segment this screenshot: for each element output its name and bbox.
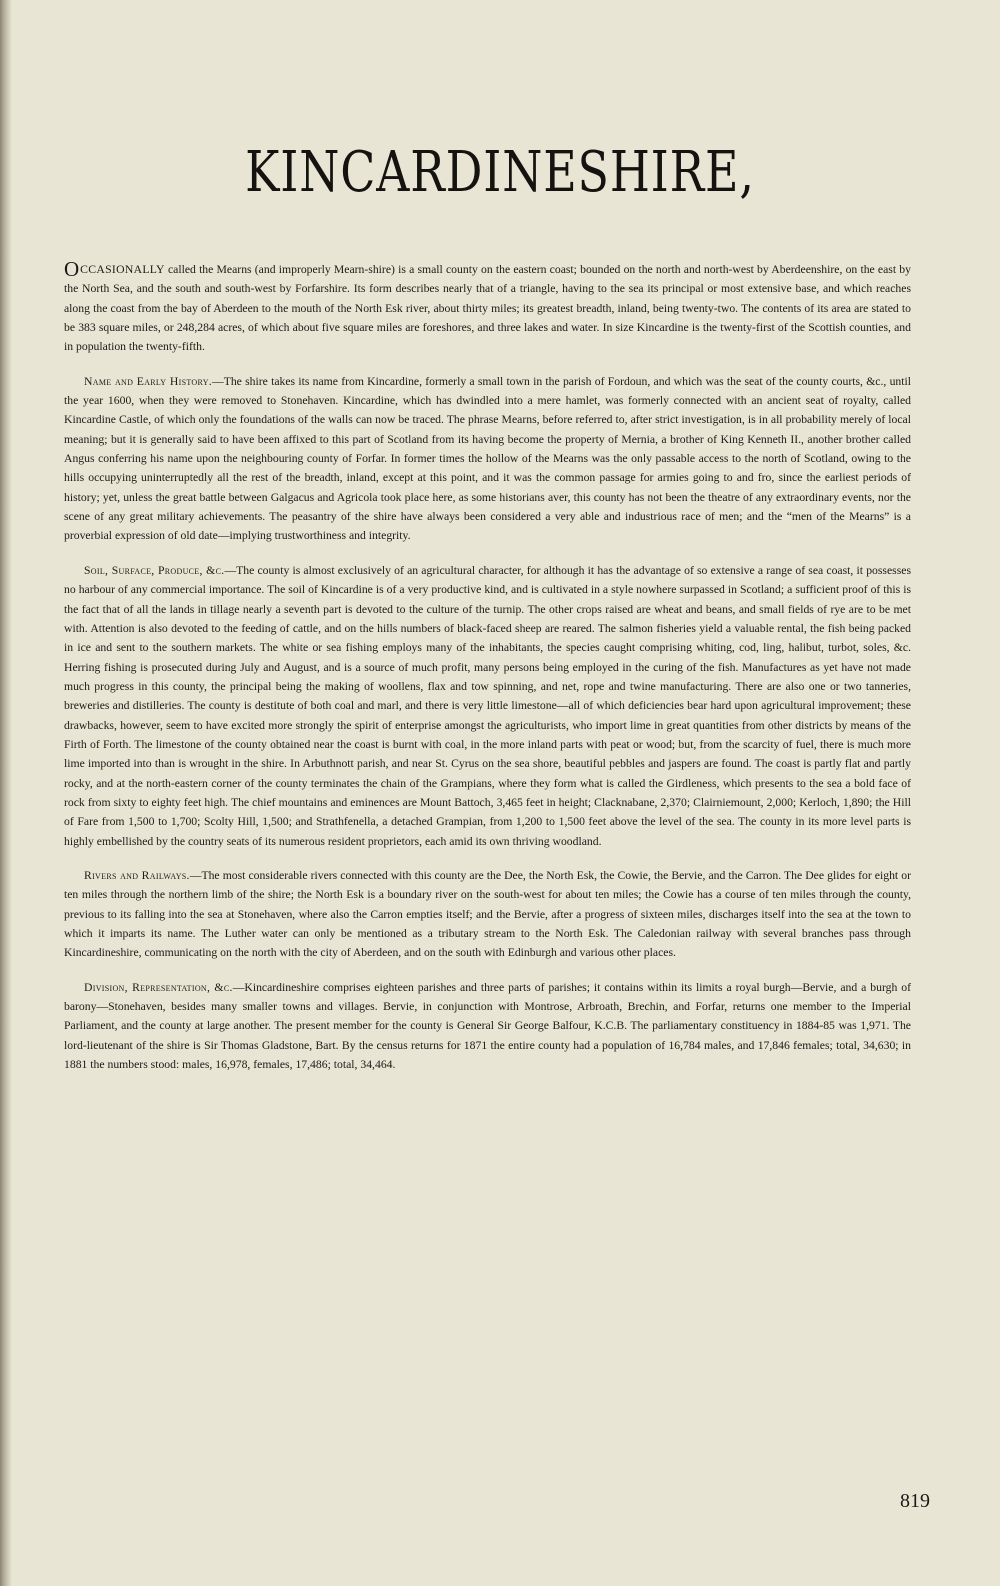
paragraph-division: [64, 978, 911, 1075]
book-spine-shadow: [0, 0, 12, 1586]
paragraph-text: called the Mearns (and improperly Mearn-shire) is a small county on the eastern coast; bounded on the north and north-west by Aberdeenshire, on the east by the North Sea, and the south and south-west by Forfarshire. Its form describes nearly that of a triangle, having to the sea its principal or most extensive base, and which reaches along the coast from the bay of Aberdeen to the mouth of the North Esk river, about thirty miles; its greatest breadth, inland, being twenty-two. The contents of its area are stated to be 383 square miles, or 248,284 acres, of which about five square miles are foreshores, and three lakes and water. In size Kincardine is the twenty-first of the Scottish counties, and in population the twenty-fifth.: [64, 263, 911, 354]
page-number: 819: [900, 1490, 930, 1512]
paragraph-text: —The county is almost exclusively of an agricultural character, for although it has the advantage of so extensive a range of sea coast, it possesses no harbour of any commercial importance. The soil of Kincardine is of a very productive kind, and is cultivated in a style nowhere surpassed in Scotland; a sufficient proof of this is the fact that of all the lands in tillage nearly a seventh part is devoted to the culture of the turnip. The other crops raised are wheat and beans, and small fields of rye are to be met with. Attention is also devoted to the feeding of cattle, and on the hills numbers of black-faced sheep are reared. The salmon fisheries yield a valuable rental, the fish being packed in ice and sent to the southern markets. The white or sea fishing employs many of the inhabitants, the species caught comprising whiting, cod, ling, halibut, turbot, soles, &c. Herring fishing is prosecuted during July and August, and is a source of much profit, many persons being employed in the curing of the fish. Manufactures as yet have not made much progress in this county, the principal being the making of woollens, flax and tow spinning, and net, rope and twine manufacturing. There are also one or two tanneries, breweries and distilleries. The county is destitute of both coal and marl, and there is very little limestone—all of which deficiencies bear hard upon agricultural improvement; these drawbacks, however, seem to have excited more strongly the spirit of enterprise amongst the agriculturists, who import lime in great quantities from other districts by means of the Firth of Forth. The limestone of the county obtained near the coast is burnt with coal, in the more inland parts with peat or wood; but, from the scarcity of fuel, there is much more lime imported into than is wrought in the shire. In Arbuthnott parish, and near St. Cyrus on the sea shore, beautiful pebbles and jaspers are found. The coast is partly flat and partly rocky, and at the north-eastern corner of the county terminates the chain of the Grampians, where they form what is called the Girdleness, which presents to the sea a bold face of rock from sixty to eighty feet high. The chief mountains and eminences are Mount Battoch, 3,465 feet in height; Clacknabane, 2,370; Clairniemount, 2,000; Kerloch, 1,890; the Hill of Fare from 1,500 to 1,700; Scolty Hill, 1,500; and Strathfenella, a detached Grampian, from 1,200 to 1,500 feet above the level of the sea. The county in its more level parts is highly embellished by the country seats of its numerous resident proprietors, each amid its own thriving woodland.: [64, 563, 911, 848]
paragraph-text: —The most considerable rivers connected with this county are the Dee, the North Esk, the Cowie, the Bervie, and the Carron. The Dee glides for eight or ten miles through the northern limb of the shire; the North Esk is a boundary river on the south-west for about ten miles; the Cowie has a course of ten miles through the county, previous to its falling into the sea at Stonehaven, where also the Carron empties itself; and the Bervie, after a progress of sixteen miles, discharges itself into the sea at the town to which it imparts its name. The Luther water can only be mentioned as a tributary stream to the North Esk. The Caledonian railway with several branches pass through Kincardineshire, communicating on the north with the city of Aberdeen, and on the south with Edinburgh and various other places.: [64, 868, 911, 960]
paragraph-soil: [64, 561, 911, 851]
paragraph-text: —Kincardineshire comprises eighteen parishes and three parts of parishes; it contains within its limits a royal burgh—Bervie, and a burgh of barony—Stonehaven, besides many smaller towns and villages. Bervie, in conjunction with Montrose, Arbroath, Brechin, and Forfar, returns one member to the Imperial Parliament, and the county at large another. The present member for the county is General Sir George Balfour, K.C.B. The parliamentary constituency in 1884-85 was 1,971. The lord-lieutenant of the shire is Sir Thomas Gladstone, Bart. By the census returns for 1871 the entire county had a population of 16,784 males, and 17,846 females; total, 34,630; in 1881 the numbers stood: males, 16,978, females, 17,486; total, 34,464.: [64, 980, 911, 1072]
section-heading: Name and Early History.: [84, 374, 212, 388]
section-heading: Rivers and Railways.: [84, 868, 190, 882]
drop-cap: O: [64, 257, 80, 281]
section-heading: Division, Representation, &c.: [84, 980, 233, 994]
lead-word: CCASIONALLY: [80, 263, 165, 276]
paragraph-intro: [64, 257, 911, 357]
article-body: [64, 257, 911, 1089]
page-title: KINCARDINESHIRE,: [245, 140, 755, 205]
paragraph-text: —The shire takes its name from Kincardine, formerly a small town in the parish of Fordoun, and which was the seat of the county courts, &c., until the year 1600, when they were removed to Stonehaven. Kincardine, which has dwindled into a mere hamlet, was formerly connected with an ancient seat of royalty, called Kincardine Castle, of which only the foundations of the walls can now be traced. The phrase Mearns, before referred to, after strict investigation, is in all probability merely of local meaning; but it is generally said to have been affixed to this part of Scotland from its having become the property of Mernia, a brother of King Kenneth II., another brother called Angus conferring his name upon the neighbouring county of Forfar. In former times the hollow of the Mearns was the only passable access to the north of Scotland, owing to the hills occupying uninterruptedly all the rest of the breadth, inland, except at this point, and it was the common passage for armies going to and fro, since the earliest periods of history; yet, unless the great battle between Galgacus and Agricola took place here, as some historians aver, this county has not been the theatre of any extraordinary events, nor the scene of any great military achievements. The peasantry of the shire have always been considered a very able and industrious race of men; and the “men of the Mearns” is a proverbial expression of old date—implying trustworthiness and integrity.: [64, 374, 911, 543]
paragraph-name-history: [64, 372, 911, 546]
paragraph-rivers: [64, 866, 911, 963]
section-heading: Soil, Surface, Produce, &c.: [84, 563, 225, 577]
